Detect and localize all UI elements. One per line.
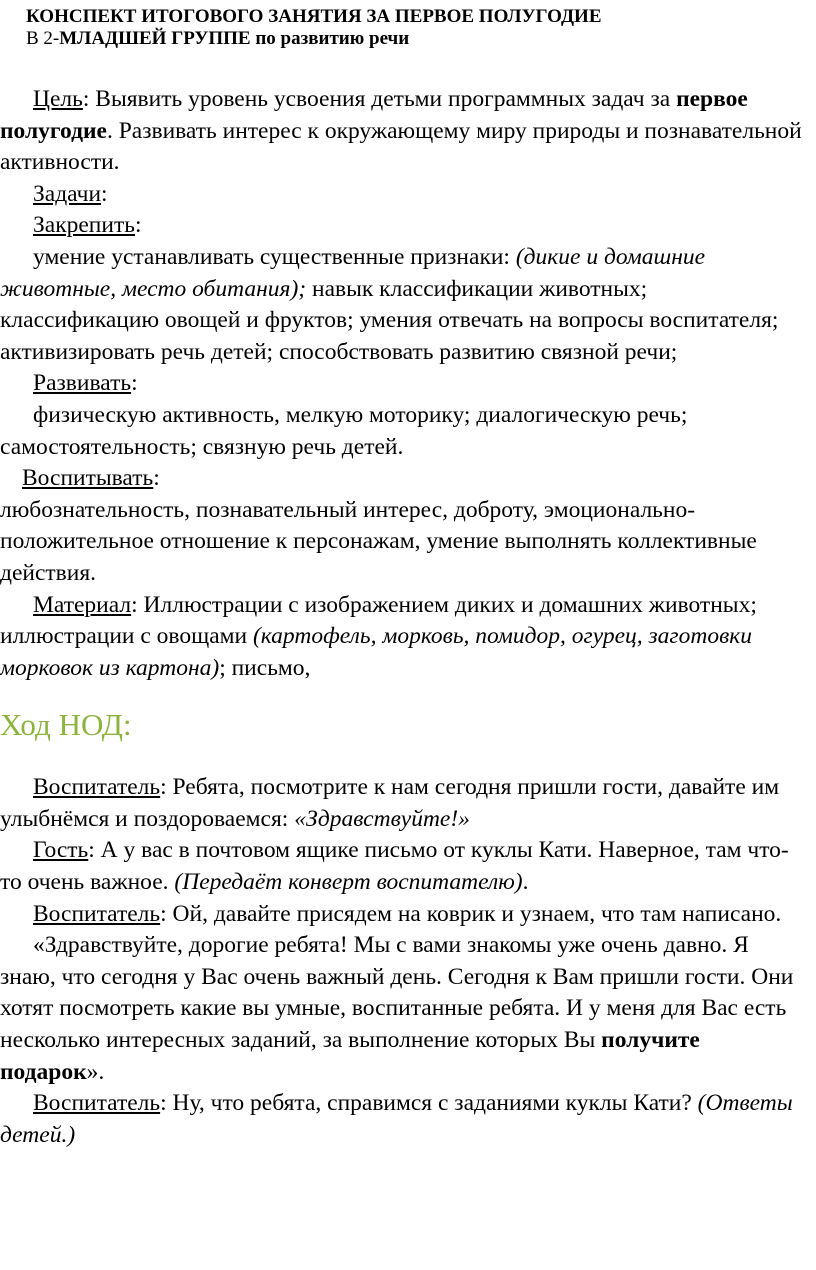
develop-heading: [0, 368, 808, 400]
subtitle-bold: МЛАДШЕЙ ГРУППЕ по развитию речи: [59, 28, 410, 49]
tasks-paragraph: [0, 179, 808, 211]
goal-paragraph: [0, 84, 808, 179]
letter-paragraph: [0, 930, 808, 1088]
consolidate-heading: [0, 210, 808, 242]
develop-paragraph: [0, 400, 808, 463]
subtitle-prefix: В 2-: [26, 28, 60, 49]
material-label: Материал: [33, 591, 132, 618]
consolidate-colon: :: [134, 212, 142, 239]
material-text-1: : Иллюстрации с изображением диких и домашних животных; иллюстрации с овощами: [0, 591, 757, 650]
dialogue-italic-1: «Здравствуйте!»: [294, 805, 470, 832]
teacher-label: Воспитатель: [33, 900, 161, 927]
dialogue-text-2: : А у вас в почтовом ящике письмо от куклы Кати. Наверное, там что-то очень важное.: [0, 837, 789, 896]
dialogue-end-2: .: [522, 869, 529, 896]
educate-paragraph: [0, 495, 808, 590]
consolidate-paragraph: [0, 242, 808, 368]
document-subtitle: [26, 28, 808, 50]
goal-text-1: : Выявить уровень усвоения детьми программных задач за: [82, 86, 677, 112]
dialogue-text-1: : Ребята, посмотрите к нам сегодня пришли гости, давайте им улыбнёмся и поздороваемся:: [0, 774, 780, 832]
dialogue-paragraph-5: [0, 1088, 808, 1151]
dialogue-paragraph-3: [0, 899, 808, 931]
goal-label: Цель: [33, 86, 83, 112]
dialogue-text-3: : Ой, давайте присядем на коврик и узнаем, что там написано.: [160, 900, 782, 927]
consolidate-label: Закрепить: [33, 212, 135, 239]
letter-bold: получите подарок: [0, 1027, 700, 1085]
tasks-label: Задачи: [33, 180, 102, 207]
section-heading: Ход НОД:: [0, 707, 132, 743]
tasks-colon: :: [101, 180, 108, 207]
teacher-label: Воспитатель: [33, 1090, 161, 1117]
develop-text: физическую активность, мелкую моторику; диалогическую речь; самостоятельность; связную речь детей.: [0, 401, 688, 460]
document-title: КОНСПЕКТ ИТОГОВОГО ЗАНЯТИЯ ЗА ПЕРВОЕ ПОЛУГОДИЕ: [26, 6, 602, 27]
educate-text: любознательность, познавательный интерес, доброту, эмоционально-положительное отношение к персонажам, умение выполнять коллективные действия.: [0, 496, 757, 586]
material-text-2: ; письмо,: [219, 654, 311, 681]
dialogue-italic-2: (Передаёт конверт воспитателю): [174, 869, 523, 896]
dialogue-paragraph-1: [0, 772, 808, 835]
material-paragraph: [0, 590, 808, 685]
guest-label: Гость: [33, 837, 89, 864]
letter-end: ».: [86, 1058, 105, 1085]
develop-colon: :: [131, 370, 138, 397]
consolidate-text-2: навык классификации животных; классификацию овощей и фруктов; умения отвечать на вопросы воспитателя; активизировать речь детей; способствовать развитию связной речи;: [0, 275, 779, 365]
goal-text-2: . Развивать интерес к окружающему миру природы и познавательной активности.: [0, 117, 802, 176]
develop-label: Развивать: [33, 370, 132, 397]
material-italic: (картофель, морковь, помидор, огурец, заготовки морковок из картона): [0, 623, 753, 681]
dialogue-paragraph-2: [0, 835, 808, 898]
dialogue-italic-5: (Ответы детей.): [0, 1090, 793, 1148]
educate-colon: :: [153, 465, 160, 492]
goal-bold: первое полугодие: [0, 86, 748, 144]
educate-heading: [0, 463, 808, 495]
dialogue-text-5: : Ну, что ребята, справимся с заданиями куклы Кати?: [160, 1090, 698, 1117]
educate-label: Воспитывать: [22, 465, 154, 492]
teacher-label: Воспитатель: [33, 774, 161, 801]
consolidate-text-1: умение устанавливать существенные признаки:: [33, 243, 516, 270]
letter-text: «Здравствуйте, дорогие ребята! Мы с вами знакомы уже очень давно. Я знаю, что сегодня у Вас очень важный день. Сегодня к Вам пришли гости. Они хотят посмотреть какие вы умные, воспитанные ребята. И у меня для Вас есть несколько интересных заданий, за выполнение которых Вы: [0, 932, 794, 1054]
consolidate-italic: (дикие и домашние животные, место обитания);: [0, 243, 706, 302]
